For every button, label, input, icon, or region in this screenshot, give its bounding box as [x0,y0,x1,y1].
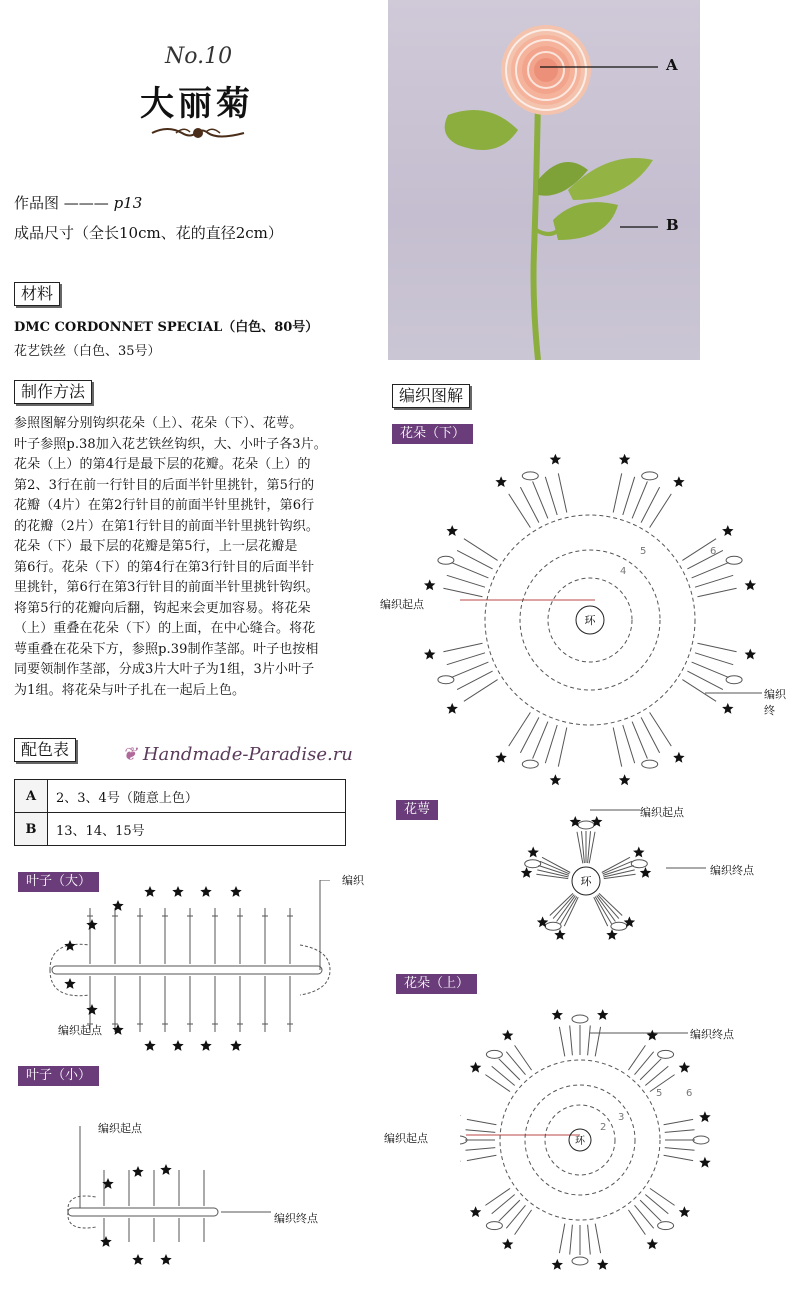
star-icon [132,1166,143,1177]
method-line: 花朵（上）的第4行是最下层的花瓣。花朵（上）的 [14,457,311,472]
color-key: B [15,813,48,846]
stitch-mark [635,1052,654,1075]
stitch-mark [466,1148,496,1151]
row-number: 6 [710,546,717,557]
star-icon [550,454,561,465]
stitch-mark [451,563,488,578]
stitch-mark [628,1210,645,1235]
star-icon [591,816,602,827]
star-icon [597,1259,608,1270]
diagram-heading: 编织图解 [392,384,470,408]
stitch-mark [486,1222,502,1230]
stitch-mark [464,539,498,561]
color-value: 2、3、4号（随意上色） [48,780,346,813]
stitch-mark [623,725,635,763]
stitch-mark [698,588,737,597]
star-icon [64,978,75,989]
row-number: 2 [600,1122,607,1133]
stitch-mark [640,1059,661,1080]
material-wire: 花艺铁丝（白色、35号） [14,344,161,359]
watermark: ❦ Handmade-Paradise.ru [122,744,353,765]
stitch-mark [499,1059,520,1080]
photo-reference-label: 作品图 ——— [14,194,109,212]
star-icon [722,703,733,714]
star-icon [144,886,155,897]
stitch-mark [650,494,672,528]
stitch-mark [447,653,485,665]
flower-upper-start-label: 编织起点 [384,1132,428,1145]
photo-callouts [540,55,680,245]
row-number: 5 [656,1088,663,1099]
table-row [15,813,346,846]
star-icon [447,703,458,714]
stitch-mark [693,1136,709,1144]
photo-reference [14,192,142,213]
stitch-mark [558,728,567,767]
stitch-mark [664,1155,694,1160]
stitch-mark [602,857,630,872]
stitch-mark [515,1045,532,1070]
star-icon [606,929,617,940]
star-icon [172,886,183,897]
color-table [14,779,346,846]
stitch-mark [658,1050,674,1058]
star-icon [172,1040,183,1051]
method-line: 参照图解分别钩织花朵（上）、花朵（下）、花萼。 [14,416,303,431]
star-icon [460,1157,461,1168]
star-icon [633,847,644,858]
method-line: 同要领制作茎部，分成3片大叶子为1组，3片小叶子 [14,662,315,677]
stitch-mark [665,1148,695,1151]
photo-reference-page: p13 [113,194,143,212]
stitch-mark [642,472,658,480]
stitch-mark [492,1066,515,1085]
stitch-mark [623,477,635,515]
star-icon [679,1206,690,1217]
star-icon [447,525,458,536]
stitch-mark [533,722,548,759]
star-icon [673,476,684,487]
star-icon [132,1254,143,1265]
stitch-mark [632,481,647,518]
flower-lower-end-label: 编织终 [764,688,786,717]
star-icon [647,1238,658,1249]
stitch-mark [443,588,482,597]
stitch-mark [682,680,716,702]
stitch-mark [650,1188,675,1205]
flower-upper-tag: 花朵（上） [396,974,477,994]
star-icon [502,1030,513,1041]
star-icon [679,1062,690,1073]
stitch-mark [698,643,737,652]
flower-lower-diagram [420,450,780,786]
star-icon [100,1236,111,1247]
star-icon [528,847,539,858]
leaf-large-end-label: 编织 [342,874,364,887]
stitch-mark [542,857,570,872]
ring-label: 环 [584,614,596,627]
stitch-mark [645,1066,668,1085]
stitch-mark [522,472,538,480]
ring-label: 环 [580,875,592,888]
stitch-mark [613,728,622,767]
stitch-mark [692,563,729,578]
stitch-mark [464,680,498,702]
method-line: 花朵（下）最下层的花瓣是第5行，上一层花瓣是 [14,539,298,554]
leaf-small-tag: 叶子（小） [18,1066,99,1086]
star-icon [495,752,506,763]
table-row [15,780,346,813]
stitch-mark [486,1050,502,1058]
method-line: 叶子参照p.38加入花艺铁丝钩织，大、小叶子各3片。 [14,436,327,452]
stitch-mark [492,1195,515,1214]
stitch-mark [506,1052,525,1075]
stitch-mark [559,1027,564,1057]
calyx-start-label: 编织起点 [640,806,684,819]
star-icon [460,1111,461,1122]
stitch-mark [640,1200,661,1221]
calyx-end-label: 编织终点 [710,864,754,877]
stitch-mark [499,1200,520,1221]
star-icon [552,1259,563,1270]
stitch-mark [665,1130,695,1133]
star-icon [230,1040,241,1051]
method-line: 为1组。将花朵与叶子扎在一起后上色。 [14,682,246,698]
stitch-mark [642,760,658,768]
star-icon [112,900,123,911]
leaf-small-diagram [56,1122,326,1272]
stitch-mark [438,676,454,684]
stitch-mark [632,722,647,759]
star-icon [647,1030,658,1041]
leaf-large-tag: 叶子（大） [18,872,99,892]
stitch-mark [588,1026,591,1056]
stitch-mark [485,1075,510,1092]
stitch-mark [692,662,729,677]
star-icon [537,916,548,927]
method-line: 花瓣（4片）在第2行针目的前面半针里挑针，第6行 [14,498,315,513]
star-icon [424,579,435,590]
stitch-mark [664,1119,694,1124]
stitch-mark [628,1045,645,1070]
number-label: No.10 [165,44,233,69]
star-icon [160,1164,171,1175]
stitch-mark [658,1222,674,1230]
star-icon [570,816,581,827]
stitch-mark [572,1015,588,1023]
star-icon [86,1004,97,1015]
color-table-heading: 配色表 [14,738,76,762]
flower-upper-end-label: 编织终点 [690,1028,734,1041]
stitch-mark [545,477,557,515]
stitch-mark [613,473,622,512]
method-line: 第2、3行在前一行针目的后面半针里挑针，第5行的 [14,477,315,493]
stitch-mark [726,676,742,684]
star-icon [230,886,241,897]
stitch-mark [695,575,733,587]
stitch-mark [515,1210,532,1235]
stitch-mark [443,643,482,652]
stitch-mark [695,653,733,665]
star-icon [144,1040,155,1051]
star-icon [673,752,684,763]
star-icon [619,454,630,465]
stitch-mark [559,1224,564,1254]
stitch-mark [438,556,454,564]
stitch-mark [506,1205,525,1228]
star-icon [470,1206,481,1217]
stitch-mark [578,821,594,829]
stitch-mark [595,1224,600,1254]
butterfly-icon: ❦ [122,744,138,765]
page-title: 大丽菊 [140,84,254,124]
star-icon [745,579,756,590]
star-icon [521,867,532,878]
color-value: 13、14、15号 [48,813,346,846]
star-icon [699,1111,711,1122]
star-icon [502,1238,513,1249]
materials-heading: 材料 [14,282,60,306]
row-number: 6 [686,1088,693,1099]
stitch-mark [604,874,636,878]
calyx-tag: 花萼 [396,800,438,820]
method-line: 里挑针，第6行在第3行针目的前面半针里挑针钩织。 [14,580,319,595]
star-icon [470,1062,481,1073]
method-line: 第6行。花朵（下）的第4行在第3行针目的后面半针 [14,559,315,575]
star-icon [640,867,651,878]
star-icon [619,774,630,785]
method-text [14,414,359,701]
stitch-mark [611,922,627,930]
method-line: 将第5行的花瓣向后翻，钩起来会更加容易。将花朵 [14,600,311,616]
flower-lower-tag: 花朵（下） [392,424,473,444]
stitch-mark [631,860,647,868]
leaf-small-start-label: 编织起点 [98,1122,142,1135]
star-icon [597,1009,608,1020]
star-icon [200,1040,211,1051]
stitch-mark [545,725,557,763]
finished-size: 成品尺寸（全长10cm、花的直径2cm） [14,224,283,242]
calyx-diagram [506,806,706,956]
stitch-mark [570,1026,573,1056]
star-icon [554,929,565,940]
stitch-mark [570,1225,573,1255]
stitch-mark [558,473,567,512]
star-icon [424,649,435,660]
method-heading: 制作方法 [14,380,92,404]
method-line: （上）重叠在花朵（下）的上面，在中心缝合。将花 [14,621,316,636]
callout-b-label: B [666,216,679,234]
flower-lower-start-label: 编织起点 [380,598,424,611]
flower-upper-diagram [460,980,760,1270]
stitch-mark [595,1027,600,1057]
leaf-small-end-label: 编织终点 [274,1212,318,1225]
stitch-mark [588,1225,591,1255]
color-key: A [15,780,48,813]
stitch-mark [467,1155,497,1160]
stitch-mark [509,494,531,528]
method-line: 的花瓣（2片）在第1行针目的前面半针里挑针钩织。 [14,518,319,534]
stitch-mark [467,1119,497,1124]
star-icon [722,525,733,536]
stitch-mark [447,575,485,587]
star-icon [495,476,506,487]
ornament-divider [148,120,248,146]
stitch-mark [536,874,568,878]
star-icon [552,1009,563,1020]
method-line: 萼重叠在花朵下方，参照p.39制作茎部。叶子也按相 [14,641,319,657]
star-icon [160,1254,171,1265]
star-icon [550,774,561,785]
stitch-mark [522,760,538,768]
star-icon [112,1024,123,1035]
star-icon [624,916,635,927]
stitch-mark [485,1188,510,1205]
stitch-mark [466,1130,496,1133]
stitch-mark [635,1205,654,1228]
material-thread: DMC CORDONNET SPECIAL（白色、80号） [14,320,319,335]
row-number: 3 [618,1112,625,1123]
leaf-large-diagram [30,880,350,1060]
stitch-mark [525,860,541,868]
ring-label: 环 [575,1136,585,1147]
stitch-mark [726,556,742,564]
callout-a-label: A [666,56,678,74]
stitch-mark [645,1195,668,1214]
stitch-mark [509,712,531,746]
star-icon [64,940,75,951]
stitch-mark [572,1257,588,1265]
stitch-mark [451,662,488,677]
star-icon [200,886,211,897]
star-icon [745,649,756,660]
star-icon [699,1157,711,1168]
row-number: 5 [640,546,647,557]
row-number: 4 [620,566,627,577]
stitch-mark [545,922,561,930]
leaf-large-start-label: 编织起点 [58,1024,102,1037]
stitch-mark [650,712,672,746]
star-icon [86,919,97,930]
stitch-mark [533,481,548,518]
